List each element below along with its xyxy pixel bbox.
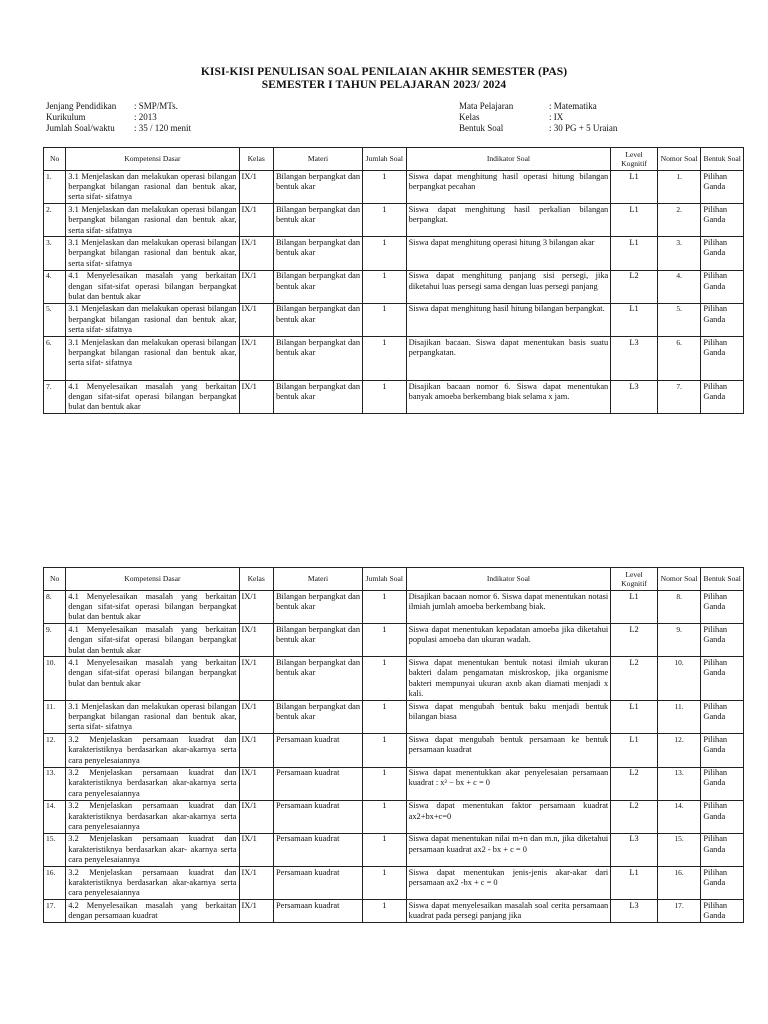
header-kelas: Kelas bbox=[239, 148, 273, 171]
cell-indikator-soal: Siswa dapat menentukan faktor persamaan kuadrat ax2+bx+c=0 bbox=[406, 800, 611, 833]
cell-kelas: IX/1 bbox=[239, 381, 273, 414]
cell-indikator-soal: Siswa dapat menghitung operasi hitung 3 bilangan akar bbox=[406, 237, 611, 270]
cell-indikator-soal: Disajikan bacaan nomor 6. Siswa dapat menentukan banyak amoeba berkembang biak selama x jam. bbox=[406, 381, 611, 414]
cell-materi: Bilangan berpangkat dan bentuk akar bbox=[273, 204, 362, 237]
cell-level-kognitif: L3 bbox=[611, 381, 658, 414]
table-header-row bbox=[44, 568, 744, 591]
header-materi: Materi bbox=[273, 568, 362, 591]
kisi-kisi-table-1 bbox=[43, 147, 744, 414]
cell-kompetensi-dasar: 3.1 Menjelaskan dan melakukan operasi bilangan berpangkat bilangan rasional dan bentuk akar, serta sifat- sifatnya bbox=[66, 303, 239, 336]
cell-kompetensi-dasar: 3.2 Menjelaskan persamaan kuadrat dan karakteristiknya berdasarkan akar-akarnya serta cara penyelesaiannya bbox=[66, 767, 239, 800]
header-indikator-soal: Indikator Soal bbox=[406, 568, 611, 591]
cell-indikator-soal: Siswa dapat menentukkan akar penyelesaian persamaan kuadrat : x² − bx + c = 0 bbox=[406, 767, 611, 800]
cell-kompetensi-dasar: 4.1 Menyelesaikan masalah yang berkaitan dengan sifat-sifat operasi bilangan berpangkat bulat dan bentuk akar bbox=[66, 657, 239, 701]
cell-jumlah-soal: 1 bbox=[363, 657, 407, 701]
cell-kelas: IX/1 bbox=[239, 657, 273, 701]
cell-bentuk-soal: Pilihan Ganda bbox=[701, 657, 744, 701]
cell-level-kognitif: L2 bbox=[611, 657, 658, 701]
cell-kelas: IX/1 bbox=[239, 337, 273, 381]
cell-no: 17. bbox=[44, 900, 66, 923]
cell-no: 2. bbox=[44, 204, 66, 237]
cell-materi: Bilangan berpangkat dan bentuk akar bbox=[273, 624, 362, 657]
cell-jumlah-soal: 1 bbox=[363, 734, 407, 767]
meta-key: Kelas bbox=[459, 112, 480, 123]
cell-kompetensi-dasar: 4.1 Menyelesaikan masalah yang berkaitan dengan sifat-sifat operasi bilangan berpangkat bulat dan bentuk akar bbox=[66, 381, 239, 414]
cell-bentuk-soal: Pilihan Ganda bbox=[701, 591, 744, 624]
cell-materi: Persamaan kuadrat bbox=[273, 767, 362, 800]
cell-kompetensi-dasar: 3.2 Menjelaskan persamaan kuadrat dan karakteristiknya berdasarkan akar-akarnya serta cara penyelesaiannya bbox=[66, 734, 239, 767]
cell-bentuk-soal: Pilihan Ganda bbox=[701, 381, 744, 414]
cell-nomor-soal: 15. bbox=[657, 833, 701, 866]
table-row bbox=[44, 734, 744, 767]
meta-value: : 35 / 120 menit bbox=[134, 123, 191, 134]
cell-jumlah-soal: 1 bbox=[363, 900, 407, 923]
cell-indikator-soal: Siswa dapat menghitung panjang sisi persegi, jika diketahui luas persegi sama dengan luas persegi panjang bbox=[406, 270, 611, 303]
cell-bentuk-soal: Pilihan Ganda bbox=[701, 204, 744, 237]
cell-bentuk-soal: Pilihan Ganda bbox=[701, 767, 744, 800]
cell-indikator-soal: Siswa dapat mengubah bentuk baku menjadi bentuk bilangan biasa bbox=[406, 701, 611, 734]
kisi-kisi-table-2 bbox=[43, 567, 744, 923]
header-level-kognitif: Level Kognitif bbox=[611, 568, 658, 591]
cell-materi: Bilangan berpangkat dan bentuk akar bbox=[273, 237, 362, 270]
cell-nomor-soal: 14. bbox=[657, 800, 701, 833]
meta-left bbox=[46, 101, 191, 135]
table-row bbox=[44, 800, 744, 833]
header-level-kognitif: Level Kognitif bbox=[611, 148, 658, 171]
cell-indikator-soal: Siswa dapat menyelesaikan masalah soal cerita persamaan kuadrat pada persegi panjang jika bbox=[406, 900, 611, 923]
cell-level-kognitif: L1 bbox=[611, 204, 658, 237]
header-bentuk-soal: Bentuk Soal bbox=[701, 148, 744, 171]
cell-kelas: IX/1 bbox=[239, 734, 273, 767]
header-kelas: Kelas bbox=[239, 568, 273, 591]
header-materi: Materi bbox=[273, 148, 362, 171]
cell-bentuk-soal: Pilihan Ganda bbox=[701, 800, 744, 833]
cell-kompetensi-dasar: 3.2 Menjelaskan persamaan kuadrat dan karakteristiknya berdasarkan akar-akarnya serta cara penyelesaiannya bbox=[66, 800, 239, 833]
document-title: KISI-KISI PENULISAN SOAL PENILAIAN AKHIR SEMESTER (PAS) bbox=[200, 66, 568, 78]
header-kompetensi-dasar: Kompetensi Dasar bbox=[66, 148, 239, 171]
cell-jumlah-soal: 1 bbox=[363, 337, 407, 381]
cell-jumlah-soal: 1 bbox=[363, 204, 407, 237]
table-row bbox=[44, 624, 744, 657]
cell-kelas: IX/1 bbox=[239, 624, 273, 657]
cell-no: 8. bbox=[44, 591, 66, 624]
meta-key: Jumlah Soal/waktu bbox=[46, 123, 115, 134]
cell-materi: Bilangan berpangkat dan bentuk akar bbox=[273, 337, 362, 381]
cell-kelas: IX/1 bbox=[239, 800, 273, 833]
meta-row bbox=[459, 112, 617, 123]
cell-kompetensi-dasar: 4.1 Menyelesaikan masalah yang berkaitan dengan sifat-sifat operasi bilangan berpangkat bulat dan bentuk akar bbox=[66, 270, 239, 303]
cell-no: 9. bbox=[44, 624, 66, 657]
cell-indikator-soal: Siswa dapat menghitung hasil hitung bilangan berpangkat. bbox=[406, 303, 611, 336]
header-jumlah-soal: Jumlah Soal bbox=[363, 568, 407, 591]
cell-kompetensi-dasar: 3.1 Menjelaskan dan melakukan operasi bilangan berpangkat bilangan rasional dan bentuk akar, serta sifat- sifatnya bbox=[66, 204, 239, 237]
meta-row bbox=[46, 101, 191, 112]
meta-value: : Matematika bbox=[549, 101, 597, 111]
cell-indikator-soal: Siswa dapat menentukan bentuk notasi ilmiah ukuran bakteri dalam pengamatan miskroskop, jika organisme bakteri mempunyai ukuran axnb akan diamati menjadi x kali. bbox=[406, 657, 611, 701]
cell-jumlah-soal: 1 bbox=[363, 381, 407, 414]
cell-nomor-soal: 13. bbox=[657, 767, 701, 800]
cell-nomor-soal: 12. bbox=[657, 734, 701, 767]
meta-key: Jenjang Pendidikan bbox=[46, 101, 117, 111]
cell-materi: Bilangan berpangkat dan bentuk akar bbox=[273, 701, 362, 734]
cell-level-kognitif: L1 bbox=[611, 237, 658, 270]
cell-nomor-soal: 6. bbox=[657, 337, 701, 381]
cell-kelas: IX/1 bbox=[239, 270, 273, 303]
meta-value: : SMP/MTs. bbox=[134, 101, 178, 111]
cell-level-kognitif: L1 bbox=[611, 867, 658, 900]
cell-materi: Bilangan berpangkat dan bentuk akar bbox=[273, 303, 362, 336]
cell-jumlah-soal: 1 bbox=[363, 237, 407, 270]
cell-jumlah-soal: 1 bbox=[363, 800, 407, 833]
cell-kelas: IX/1 bbox=[239, 833, 273, 866]
cell-bentuk-soal: Pilihan Ganda bbox=[701, 171, 744, 204]
cell-nomor-soal: 3. bbox=[657, 237, 701, 270]
cell-jumlah-soal: 1 bbox=[363, 591, 407, 624]
table-row bbox=[44, 591, 744, 624]
table-row bbox=[44, 204, 744, 237]
cell-indikator-soal: Siswa dapat menentukan jenis-jenis akar-akar dari persamaan ax2 -bx + c = 0 bbox=[406, 867, 611, 900]
table-row bbox=[44, 337, 744, 381]
cell-kompetensi-dasar: 3.1 Menjelaskan dan melakukan operasi bilangan berpangkat bilangan rasional dan bentuk akar, serta sifat- sifatnya bbox=[66, 237, 239, 270]
header-no: No bbox=[44, 568, 66, 591]
cell-kompetensi-dasar: 3.1 Menjelaskan dan melakukan operasi bilangan berpangkat bilangan rasional dan bentuk akar, serta sifat- sifatnya bbox=[66, 171, 239, 204]
cell-nomor-soal: 16. bbox=[657, 867, 701, 900]
cell-materi: Bilangan berpangkat dan bentuk akar bbox=[273, 171, 362, 204]
cell-bentuk-soal: Pilihan Ganda bbox=[701, 270, 744, 303]
cell-kompetensi-dasar: 4.1 Menyelesaikan masalah yang berkaitan dengan sifat-sifat operasi bilangan berpangkat bulat dan bentuk akar bbox=[66, 591, 239, 624]
table-row bbox=[44, 833, 744, 866]
meta-row bbox=[46, 123, 191, 134]
cell-no: 11. bbox=[44, 701, 66, 734]
meta-value: : 30 PG + 5 Uraian bbox=[549, 123, 618, 134]
cell-kelas: IX/1 bbox=[239, 900, 273, 923]
cell-no: 16. bbox=[44, 867, 66, 900]
cell-nomor-soal: 10. bbox=[657, 657, 701, 701]
cell-materi: Bilangan berpangkat dan bentuk akar bbox=[273, 270, 362, 303]
cell-kelas: IX/1 bbox=[239, 171, 273, 204]
header-nomor-soal: Nomor Soal bbox=[657, 568, 701, 591]
cell-kelas: IX/1 bbox=[239, 867, 273, 900]
cell-jumlah-soal: 1 bbox=[363, 303, 407, 336]
cell-nomor-soal: 5. bbox=[657, 303, 701, 336]
table-row bbox=[44, 270, 744, 303]
cell-level-kognitif: L1 bbox=[611, 171, 658, 204]
cell-level-kognitif: L3 bbox=[611, 337, 658, 381]
header-jumlah-soal: Jumlah Soal bbox=[363, 148, 407, 171]
cell-kompetensi-dasar: 3.1 Menjelaskan dan melakukan operasi bilangan berpangkat bilangan rasional dan bentuk akar, serta sifat- sifatnya bbox=[66, 701, 239, 734]
cell-nomor-soal: 7. bbox=[657, 381, 701, 414]
table-row bbox=[44, 303, 744, 336]
cell-jumlah-soal: 1 bbox=[363, 270, 407, 303]
table-row bbox=[44, 767, 744, 800]
cell-materi: Persamaan kuadrat bbox=[273, 867, 362, 900]
meta-right bbox=[459, 101, 617, 135]
cell-bentuk-soal: Pilihan Ganda bbox=[701, 900, 744, 923]
cell-jumlah-soal: 1 bbox=[363, 833, 407, 866]
cell-no: 4. bbox=[44, 270, 66, 303]
cell-no: 3. bbox=[44, 237, 66, 270]
cell-jumlah-soal: 1 bbox=[363, 767, 407, 800]
cell-no: 10. bbox=[44, 657, 66, 701]
cell-nomor-soal: 1. bbox=[657, 171, 701, 204]
table-row bbox=[44, 900, 744, 923]
cell-no: 15. bbox=[44, 833, 66, 866]
table-row bbox=[44, 381, 744, 414]
cell-level-kognitif: L2 bbox=[611, 624, 658, 657]
header-nomor-soal: Nomor Soal bbox=[657, 148, 701, 171]
cell-materi: Persamaan kuadrat bbox=[273, 734, 362, 767]
cell-no: 12. bbox=[44, 734, 66, 767]
cell-bentuk-soal: Pilihan Ganda bbox=[701, 734, 744, 767]
cell-bentuk-soal: Pilihan Ganda bbox=[701, 337, 744, 381]
cell-materi: Bilangan berpangkat dan bentuk akar bbox=[273, 591, 362, 624]
cell-materi: Persamaan kuadrat bbox=[273, 900, 362, 923]
cell-no: 1. bbox=[44, 171, 66, 204]
cell-indikator-soal: Siswa dapat menentukan kepadatan amoeba jika diketahui populasi amoeba dan ukuran wadah. bbox=[406, 624, 611, 657]
cell-indikator-soal: Siswa dapat mengubah bentuk persamaan ke bentuk persamaan kuadrat bbox=[406, 734, 611, 767]
cell-nomor-soal: 2. bbox=[657, 204, 701, 237]
cell-kelas: IX/1 bbox=[239, 204, 273, 237]
cell-indikator-soal: Siswa dapat menghitung hasil perkalian bilangan berpangkat. bbox=[406, 204, 611, 237]
cell-indikator-soal: Siswa dapat menentukan nilai m+n dan m.n, jika diketahui persamaan kuadrat ax2 - bx + c = 0 bbox=[406, 833, 611, 866]
cell-level-kognitif: L2 bbox=[611, 270, 658, 303]
cell-indikator-soal: Disajikan bacaan. Siswa dapat menentukan basis suatu perpangkatan. bbox=[406, 337, 611, 381]
cell-materi: Bilangan berpangkat dan bentuk akar bbox=[273, 657, 362, 701]
cell-jumlah-soal: 1 bbox=[363, 701, 407, 734]
cell-jumlah-soal: 1 bbox=[363, 171, 407, 204]
cell-materi: Persamaan kuadrat bbox=[273, 833, 362, 866]
cell-level-kognitif: L2 bbox=[611, 800, 658, 833]
cell-indikator-soal: Disajikan bacaan nomor 6. Siswa dapat menentukan notasi ilmiah jumlah amoeba berkembang biak. bbox=[406, 591, 611, 624]
cell-nomor-soal: 4. bbox=[657, 270, 701, 303]
cell-kelas: IX/1 bbox=[239, 701, 273, 734]
header-kompetensi-dasar: Kompetensi Dasar bbox=[66, 568, 239, 591]
cell-level-kognitif: L3 bbox=[611, 833, 658, 866]
cell-jumlah-soal: 1 bbox=[363, 624, 407, 657]
table-header-row bbox=[44, 148, 744, 171]
header-no: No bbox=[44, 148, 66, 171]
cell-kompetensi-dasar: 4.1 Menyelesaikan masalah yang berkaitan dengan sifat-sifat operasi bilangan berpangkat bulat dan bentuk akar bbox=[66, 624, 239, 657]
cell-no: 5. bbox=[44, 303, 66, 336]
cell-bentuk-soal: Pilihan Ganda bbox=[701, 624, 744, 657]
table-row bbox=[44, 701, 744, 734]
cell-level-kognitif: L2 bbox=[611, 767, 658, 800]
cell-level-kognitif: L1 bbox=[611, 701, 658, 734]
cell-nomor-soal: 11. bbox=[657, 701, 701, 734]
cell-kompetensi-dasar: 3.2 Menjelaskan persamaan kuadrat dan karakteristiknya berdasarkan akar-akarnya serta cara penyelesaiannya bbox=[66, 867, 239, 900]
cell-level-kognitif: L3 bbox=[611, 900, 658, 923]
cell-kelas: IX/1 bbox=[239, 303, 273, 336]
cell-kelas: IX/1 bbox=[239, 591, 273, 624]
meta-key: Kurikulum bbox=[46, 112, 86, 123]
cell-bentuk-soal: Pilihan Ganda bbox=[701, 303, 744, 336]
table-row bbox=[44, 171, 744, 204]
cell-nomor-soal: 8. bbox=[657, 591, 701, 624]
cell-no: 14. bbox=[44, 800, 66, 833]
meta-value: : 2013 bbox=[134, 112, 157, 123]
meta-key: Bentuk Soal bbox=[459, 123, 504, 134]
cell-kompetensi-dasar: 4.2 Menyelesaikan masalah yang berkaitan dengan persamaan kuadrat bbox=[66, 900, 239, 923]
cell-indikator-soal: Siswa dapat menghitung hasil operasi hitung bilangan berpangkat pecahan bbox=[406, 171, 611, 204]
cell-nomor-soal: 17. bbox=[657, 900, 701, 923]
cell-no: 7. bbox=[44, 381, 66, 414]
cell-level-kognitif: L1 bbox=[611, 303, 658, 336]
header-bentuk-soal: Bentuk Soal bbox=[701, 568, 744, 591]
document-subtitle: SEMESTER I TAHUN PELAJARAN 2023/ 2024 bbox=[261, 79, 507, 91]
cell-kelas: IX/1 bbox=[239, 767, 273, 800]
header-indikator-soal: Indikator Soal bbox=[406, 148, 611, 171]
cell-bentuk-soal: Pilihan Ganda bbox=[701, 237, 744, 270]
cell-jumlah-soal: 1 bbox=[363, 867, 407, 900]
cell-level-kognitif: L1 bbox=[611, 734, 658, 767]
cell-no: 13. bbox=[44, 767, 66, 800]
cell-bentuk-soal: Pilihan Ganda bbox=[701, 867, 744, 900]
cell-materi: Bilangan berpangkat dan bentuk akar bbox=[273, 381, 362, 414]
meta-key: Mata Pelajaran bbox=[459, 101, 514, 111]
cell-materi: Persamaan kuadrat bbox=[273, 800, 362, 833]
cell-kompetensi-dasar: 3.2 Menjelaskan persamaan kuadrat dan karakteristiknya berdasarkan akar- akarnya serta cara penyelesaiannya bbox=[66, 833, 239, 866]
cell-no: 6. bbox=[44, 337, 66, 381]
cell-nomor-soal: 9. bbox=[657, 624, 701, 657]
table-row bbox=[44, 657, 744, 701]
cell-kelas: IX/1 bbox=[239, 237, 273, 270]
meta-row bbox=[46, 112, 191, 123]
table-row bbox=[44, 867, 744, 900]
cell-bentuk-soal: Pilihan Ganda bbox=[701, 701, 744, 734]
cell-bentuk-soal: Pilihan Ganda bbox=[701, 833, 744, 866]
meta-row bbox=[459, 123, 617, 134]
table-row bbox=[44, 237, 744, 270]
cell-level-kognitif: L1 bbox=[611, 591, 658, 624]
meta-row bbox=[459, 101, 617, 112]
meta-value: : IX bbox=[549, 112, 564, 123]
cell-kompetensi-dasar: 3.1 Menjelaskan dan melakukan operasi bilangan berpangkat bilangan rasional dan bentuk akar, serta sifat- sifatnya bbox=[66, 337, 239, 381]
